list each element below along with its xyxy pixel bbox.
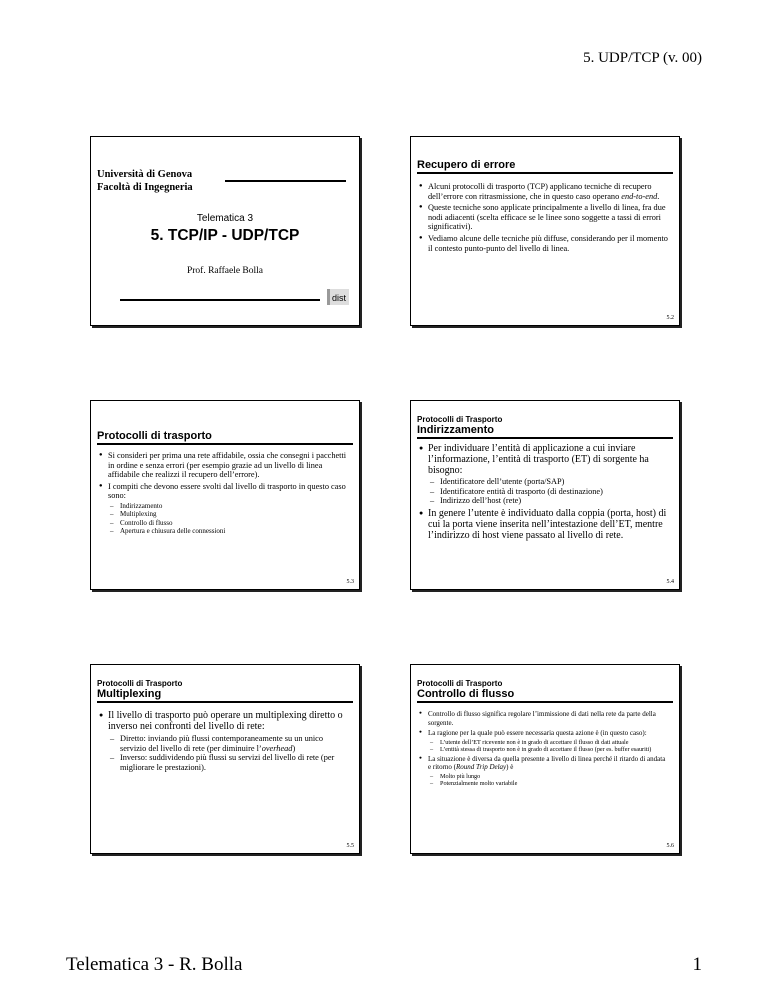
bullet: ● Per individuare l’entità di applicazione a cui inviare l’informazione, l’entità di trasporto (ET) di sorgente ha bisogno: – Identificatore dell’utente (porta/SAP) – Identificatore entità di trasporto (di destinazione) – Indirizzo dell’host (rete)	[419, 443, 669, 506]
sub-item: – L’entità stessa di trasporto non è in grado di accettare il flusso (per es. buffer esauriti)	[430, 746, 669, 753]
university-name: Università di Genova	[97, 169, 193, 180]
slide-number: 5.6	[666, 843, 674, 849]
lecture-title: 5. TCP/IP - UDP/TCP	[150, 227, 300, 244]
slide-body	[419, 710, 669, 789]
sub-item: – Inverso: suddividendo più flussi su servizi del livello di rete (per migliorare le prestazioni).	[110, 753, 349, 772]
sub-item: – Indirizzo dell’host (rete)	[430, 496, 669, 506]
bullet: ● Il livello di trasporto può operare un multiplexing diretto o inverso nei confronti del livello di rete: – Diretto: inviando più flussi contemporaneamente su un unico servizio del livello di rete (per diminuire l’overhead) – Inverso: suddividendo più flussi su servizi del livello di rete (per migliorare le prestazioni).	[99, 710, 349, 772]
page-header: 5. UDP/TCP (v. 00)	[583, 50, 702, 66]
slide-body	[419, 443, 669, 543]
slide-controllo-flusso	[410, 664, 680, 854]
slide-heading: Recupero di errore	[417, 159, 516, 171]
course-name: Telematica 3	[196, 213, 254, 224]
slide-kicker: Protocolli di Trasporto	[417, 415, 503, 424]
page-number: 1	[692, 954, 702, 975]
slide-number: 5.3	[346, 579, 354, 585]
heading-rule	[417, 701, 673, 703]
sub-item: – Molto più lungo	[430, 773, 669, 780]
bullet: ● La situazione è diversa da quella presente a livello di linea perché il ritardo di andata e ritorno (Round Trip Delay) è – Molto più lungo – Potenzialmente molto variabile	[419, 755, 669, 787]
slide-kicker: Protocolli di Trasporto	[417, 679, 503, 688]
bullet: ● Vediamo alcune delle tecniche più diffuse, considerando per il momento il contesto punto-punto del livello di linea.	[419, 234, 669, 253]
slide-body	[99, 451, 349, 538]
sub-item: – Identificatore entità di trasporto (di destinazione)	[430, 487, 669, 497]
slide-heading: Multiplexing	[97, 688, 162, 700]
heading-rule	[97, 701, 353, 703]
slide-number: 5.2	[666, 315, 674, 321]
professor-name: Prof. Raffaele Bolla	[186, 266, 264, 276]
dist-logo	[327, 289, 349, 305]
slide-body	[419, 182, 669, 255]
heading-rule	[97, 443, 353, 445]
slide-heading: Protocolli di trasporto	[97, 430, 212, 442]
sub-item: – Controllo di flusso	[110, 519, 349, 528]
institution	[97, 168, 193, 194]
bullet: ● Queste tecniche sono applicate principalmente a livello di linea, fra due nodi adiacenti (scelta efficace se le linee sono soggette a tassi di errori significativi).	[419, 203, 669, 232]
slide-title-card	[90, 136, 360, 326]
bullet: ● In genere l’utente è individuato dalla coppia (porta, host) di cui la porta viene inserita nell’intestazione dell’ET, mentre l’indirizzo di host viene passato al livello di rete.	[419, 508, 669, 541]
heading-rule	[417, 172, 673, 174]
logo-text: dist	[331, 293, 347, 303]
sub-item: – Identificatore dell’utente (porta/SAP)	[430, 477, 669, 487]
slide-body	[99, 710, 349, 774]
slide-recupero-errore	[410, 136, 680, 326]
bullet: ● La ragione per la quale può essere necessaria questa azione è (in questo caso): – L’utente dell’ET ricevente non è in grado di accettare il flusso di dati attuale – L’entità stessa di trasporto non è in grado di accettare il flusso (per es. buffer esauriti)	[419, 729, 669, 753]
faculty-name: Facoltà di Ingegneria	[97, 182, 193, 193]
bullet: ● I compiti che devono essere svolti dal livello di trasporto in questo caso sono: – Indirizzamento – Multiplexing – Controllo di flusso – Apertura e chiusura delle connessioni	[99, 482, 349, 536]
slide-protocolli-trasporto	[90, 400, 360, 590]
sub-item: – Potenzialmente molto variabile	[430, 780, 669, 787]
slide-number: 5.5	[346, 843, 354, 849]
bullet: ● Controllo di flusso significa regolare l’immissione di dati nella rete da parte della sorgente.	[419, 710, 669, 727]
institution-rule	[225, 180, 346, 182]
slide-heading: Controllo di flusso	[417, 688, 515, 700]
heading-rule	[417, 437, 673, 439]
slide-multiplexing	[90, 664, 360, 854]
slide-number: 5.4	[666, 579, 674, 585]
sub-item: – Multiplexing	[110, 510, 349, 519]
slide-heading: Indirizzamento	[417, 424, 495, 436]
sub-item: – Diretto: inviando più flussi contemporaneamente su un unico servizio del livello di rete (per diminuire l’overhead)	[110, 734, 349, 753]
title-bottom-rule	[120, 299, 320, 301]
bullet: ● Alcuni protocolli di trasporto (TCP) applicano tecniche di recupero dell’errore con ritrasmissione, che in questo caso operano end-to-end.	[419, 182, 669, 201]
slide-indirizzamento	[410, 400, 680, 590]
sub-item: – Apertura e chiusura delle connessioni	[110, 527, 349, 536]
slide-kicker: Protocolli di Trasporto	[97, 679, 183, 688]
page-footer-title: Telematica 3 - R. Bolla	[66, 954, 243, 975]
bullet: ● Si consideri per prima una rete affidabile, ossia che consegni i pacchetti in ordine e senza errori (per esempio grazie ad un livello di linea affidabile che realizzi il recupero dell’errore).	[99, 451, 349, 480]
sub-item: – L’utente dell’ET ricevente non è in grado di accettare il flusso di dati attuale	[430, 739, 669, 746]
sub-item: – Indirizzamento	[110, 502, 349, 511]
